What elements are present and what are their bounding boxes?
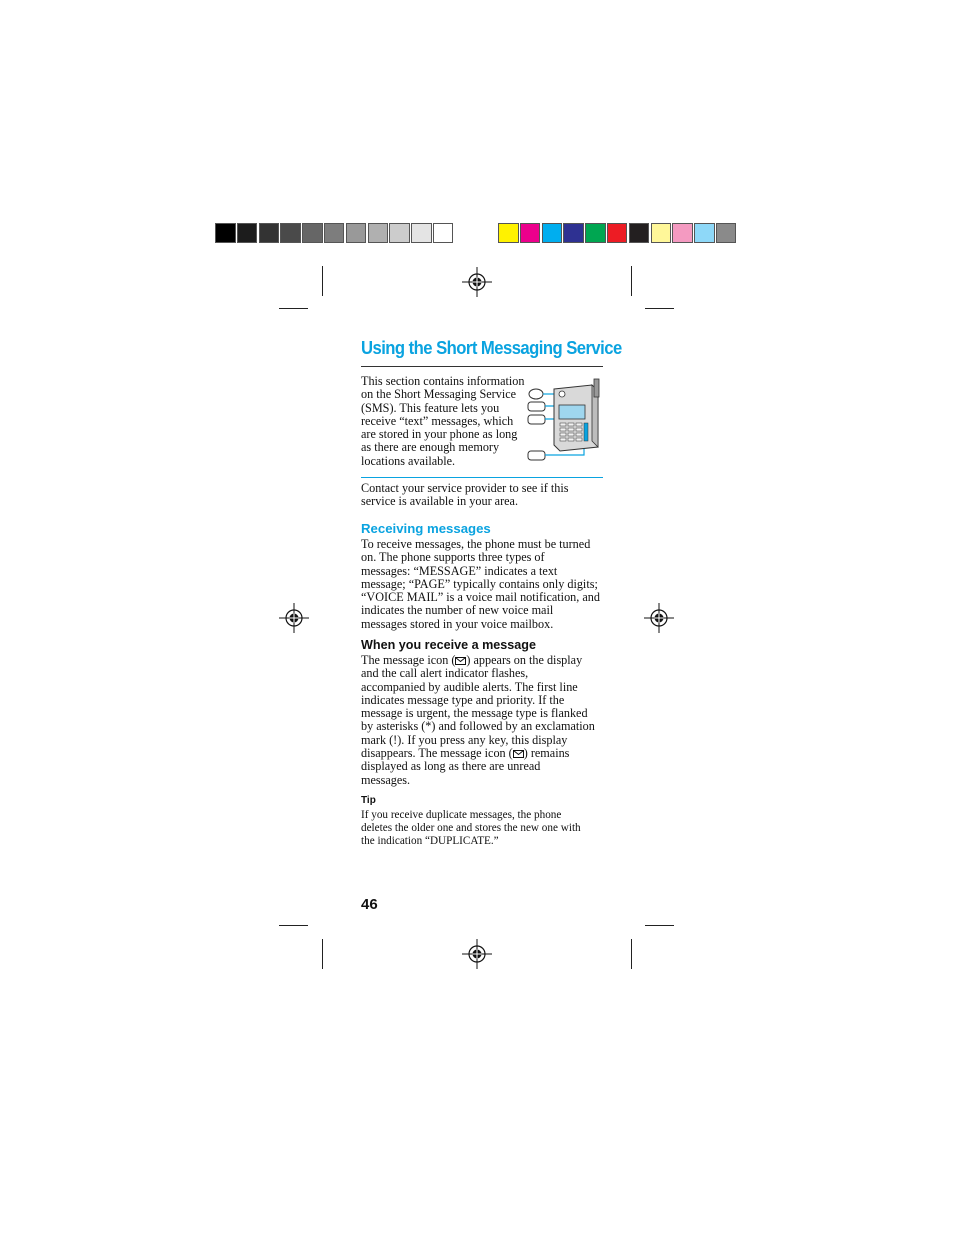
- text-line: This section contains information: [361, 374, 525, 388]
- gray-calibration-bar: [215, 223, 455, 245]
- text-line: service is available in your area.: [361, 494, 519, 509]
- title-divider: [361, 366, 603, 367]
- color-swatch: [280, 223, 301, 243]
- text-line: on. The phone supports three types of: [361, 550, 545, 565]
- crop-mark: [279, 308, 308, 309]
- color-swatch: [542, 223, 563, 243]
- when-receive-paragraph: [361, 654, 595, 787]
- crop-mark: [322, 939, 323, 969]
- text-line: To receive messages, the phone must be turned: [361, 537, 591, 551]
- color-swatch: [563, 223, 584, 243]
- color-swatch: [389, 223, 410, 243]
- text-line: receive “text” messages, which: [361, 413, 514, 428]
- color-swatch: [237, 223, 258, 243]
- color-swatch: [607, 223, 628, 243]
- text-line: are stored in your phone as long: [361, 427, 518, 442]
- crop-mark: [631, 266, 632, 296]
- text-line: “VOICE MAIL” is a voice mail notification, and: [361, 590, 600, 605]
- contact-paragraph: [361, 482, 568, 509]
- text-line: accompanied by audible alerts. The first line: [361, 679, 578, 694]
- crop-mark: [322, 266, 323, 296]
- receiving-paragraph: [361, 538, 600, 631]
- color-swatch: [368, 223, 389, 243]
- message-envelope-icon: [513, 750, 524, 758]
- text-line: the indication “DUPLICATE.”: [361, 834, 499, 847]
- page-number: 46: [361, 896, 378, 913]
- text-line: indicates the number of new voice mail: [361, 603, 554, 618]
- text-line: (SMS). This feature lets you: [361, 400, 500, 415]
- text-line: message is urgent, the message type is flanked: [361, 706, 588, 721]
- text-segment: disappears. The message icon (: [361, 746, 513, 761]
- color-swatch: [651, 223, 672, 243]
- text-line: [361, 654, 595, 667]
- crop-mark: [631, 939, 632, 969]
- crop-mark: [279, 925, 308, 926]
- tip-label: Tip: [361, 795, 376, 806]
- text-segment: ) remains: [523, 746, 570, 761]
- text-line: on the Short Messaging Service: [361, 387, 517, 402]
- phone-illustration: [526, 377, 606, 463]
- text-line: by asterisks (*) and followed by an exclamation: [361, 719, 595, 734]
- text-line: deletes the older one and stores the new one with: [361, 821, 581, 834]
- page-title: Using the Short Messaging Service: [361, 337, 622, 358]
- text-line: Contact your service provider to see if this: [361, 481, 569, 495]
- color-swatch: [324, 223, 345, 243]
- color-swatch: [498, 223, 519, 243]
- text-line: indicates message type and priority. If the: [361, 692, 565, 707]
- message-envelope-icon: [455, 657, 466, 665]
- text-line: If you receive duplicate messages, the phone: [361, 809, 562, 821]
- text-line: displayed as long as there are unread: [361, 759, 541, 774]
- section-heading: Receiving messages: [361, 521, 491, 536]
- text-line: and the call alert indicator flashes,: [361, 666, 529, 681]
- color-swatch: [411, 223, 432, 243]
- text-line: message; “PAGE” typically contains only digits;: [361, 576, 598, 591]
- color-swatch: [259, 223, 280, 243]
- text-line: messages stored in your voice mailbox.: [361, 616, 554, 631]
- crop-mark: [645, 308, 674, 309]
- section-divider: [361, 477, 603, 478]
- color-swatch: [694, 223, 715, 243]
- subsection-heading: When you receive a message: [361, 638, 536, 652]
- color-swatch: [629, 223, 650, 243]
- color-swatch: [520, 223, 541, 243]
- color-swatch: [433, 223, 454, 243]
- intro-paragraph: [361, 375, 524, 468]
- text-line: mark (!). If you press any key, this display: [361, 732, 568, 747]
- color-swatch: [716, 223, 737, 243]
- text-line: as there are enough memory: [361, 440, 500, 455]
- color-swatch: [346, 223, 367, 243]
- color-swatch: [215, 223, 236, 243]
- registration-mark-icon: [644, 603, 674, 633]
- tip-paragraph: [361, 809, 581, 847]
- registration-mark-icon: [462, 939, 492, 969]
- color-swatch: [302, 223, 323, 243]
- text-line: messages: “MESSAGE” indicates a text: [361, 563, 558, 578]
- registration-mark-icon: [462, 267, 492, 297]
- text-line: messages.: [361, 772, 411, 787]
- text-segment: ) appears on the display: [466, 653, 583, 667]
- crop-mark: [645, 925, 674, 926]
- color-swatch: [585, 223, 606, 243]
- color-calibration-bar: [498, 223, 738, 245]
- text-segment: The message icon (: [361, 653, 456, 667]
- text-line: [361, 747, 595, 760]
- registration-mark-icon: [279, 603, 309, 633]
- text-line: locations available.: [361, 453, 456, 468]
- color-swatch: [672, 223, 693, 243]
